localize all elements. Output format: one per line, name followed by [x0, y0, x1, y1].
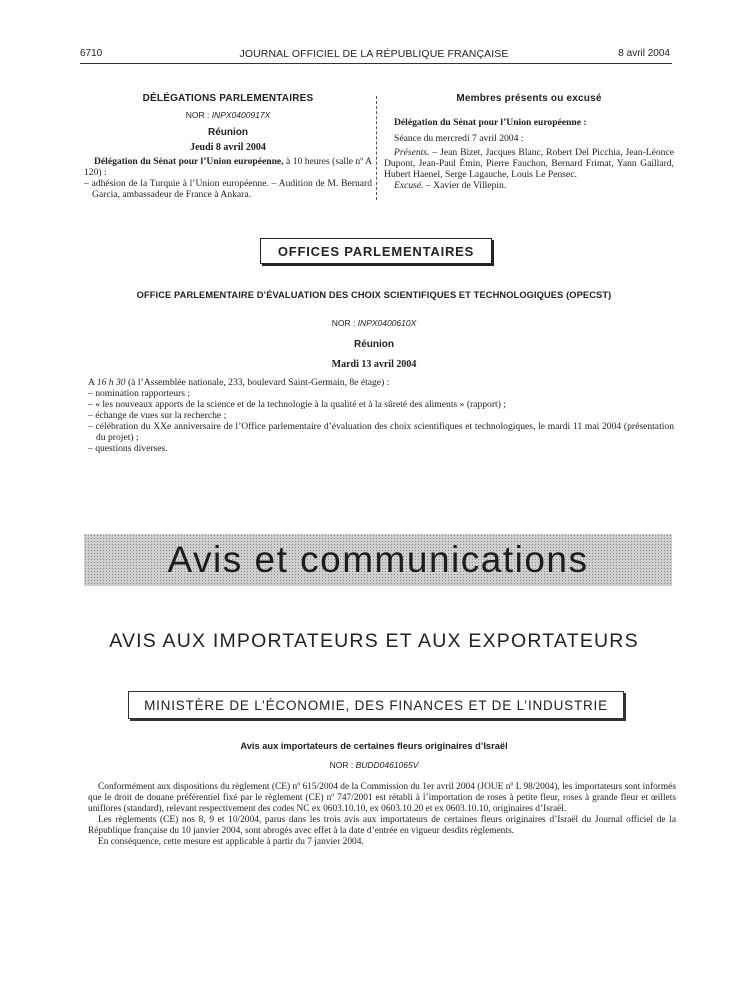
excuse-list: – Xavier de Villepin. — [423, 180, 507, 191]
issue-date: 8 avril 2004 — [618, 48, 670, 59]
nor-code: BUDD0461065V — [355, 760, 419, 770]
delegations-intro — [84, 156, 372, 178]
membres-delegation: Délégation du Sénat pour l’Union européenne : — [394, 117, 587, 128]
avis-paragraph: En conséquence, cette mesure est applicable à partir du 7 janvier 2004. — [98, 837, 364, 847]
membres-section — [384, 93, 674, 191]
agenda-item: – « les nouveaux apports de la science et de la technologie à la qualité et à la sûreté des aliments » (rapport) ; — [88, 399, 506, 410]
delegations-intro-bold: Délégation du Sénat pour l’Union européenne, — [94, 156, 284, 167]
opecst-title: OFFICE PARLEMENTAIRE D’ÉVALUATION DES CHOIX SCIENTIFIQUES ET TECHNOLOGIQUES (OPECST) — [136, 290, 612, 300]
avis-body — [88, 782, 676, 848]
ministry-name: MINISTÈRE DE L’ÉCONOMIE, DES FINANCES ET DE L’INDUSTRIE — [144, 697, 608, 713]
opecst-date: Mardi 13 avril 2004 — [331, 359, 417, 370]
opecst-time: 16 h 30 — [96, 377, 126, 388]
agenda-item: – nomination rapporteurs ; — [88, 388, 191, 399]
header-rule — [80, 63, 672, 64]
nor-prefix: NOR : — [331, 318, 358, 328]
membres-presents — [384, 147, 674, 180]
offices-heading: OFFICES PARLEMENTAIRES — [277, 243, 475, 259]
avis-banner-title: Avis et communications — [167, 539, 589, 580]
avis-subtitle: Avis aux importateurs de certaines fleurs originaires d’Israël — [240, 741, 508, 751]
ministry-box — [128, 691, 624, 719]
opecst-nor — [0, 318, 748, 328]
delegations-reunion: Réunion — [208, 127, 248, 138]
page-number: 6710 — [80, 48, 103, 59]
delegations-intro-rest: à 10 heures (salle nº A 120) : — [84, 156, 372, 178]
nor-code: INPX0400917X — [211, 110, 271, 120]
importateurs-title: AVIS AUX IMPORTATEURS ET AUX EXPORTATEURS — [109, 630, 639, 652]
offices-heading-box — [260, 238, 492, 264]
nor-code: INPX0400610X — [357, 318, 417, 328]
excuse-label: Excusé. — [394, 180, 424, 191]
agenda-item: – questions diverses. — [88, 443, 168, 454]
avis-paragraph: Conformément aux dispositions du règlement (CE) nº 615/2004 de la Commission du 1er avril 2004 (JOUE nº L 98/2004), les importateurs sont informés que le droit de douane préférentiel fixé par le règlement (CE) nº 747/2001 est rétabli à l’importation de roses à petite fleur, roses à grande fleur et œillets uniflores (standard), relevant respectivement des codes NC ex 0603.10.10, ex 0603.10.20 et ex 0603.10.10, originaires d’Israël. — [88, 782, 676, 814]
delegations-section — [84, 93, 372, 200]
agenda-item: – célébration du XXe anniversaire de l’Office parlementaire d’évaluation des choix scientifiques et technologiques, le mardi 11 mai 2004 (présentation du projet) ; — [88, 421, 674, 443]
agenda-item: – échange de vues sur la recherche ; — [88, 410, 227, 421]
delegations-date: Jeudi 8 avril 2004 — [190, 142, 266, 153]
presents-list: – Jean Bizet, Jacques Blanc, Robert Del Picchia, Jean-Léonce Dupont, Jean-Paul Émin, Pierre Fauchon, Bernard Frimat, Yann Gaillard, Hubert Haenel, Serge Lagauche, Louis Le Pensec. — [384, 147, 674, 180]
presents-label: Présents. — [394, 147, 430, 158]
membres-heading: Membres présents ou excusé — [456, 93, 602, 104]
delegations-nor — [84, 110, 372, 121]
nor-prefix: NOR : — [329, 760, 356, 770]
membres-seance: Séance du mercredi 7 avril 2004 : — [394, 133, 524, 144]
delegations-heading: DÉLÉGATIONS PARLEMENTAIRES — [142, 93, 314, 104]
opecst-intro: A 16 h 30 (à l’Assemblée nationale, 233, boulevard Saint-Germain, 8e étage) : — [88, 377, 390, 388]
journal-title: JOURNAL OFFICIEL DE LA RÉPUBLIQUE FRANÇAISE — [239, 48, 509, 60]
column-divider — [376, 96, 377, 200]
avis-paragraph: Les règlements (CE) nos 8, 9 et 10/2004, parus dans les trois avis aux importateurs de certaines fleurs originaires d’Israël du Journal officiel de la République française du 10 janvier 2004, sont abrogés avec effet à la date d’entrée en vigueur desdits règlements. — [88, 815, 676, 836]
avis-nor — [0, 760, 748, 770]
avis-banner — [84, 534, 672, 586]
nor-prefix: NOR : — [185, 110, 212, 120]
membres-excuse — [384, 180, 674, 191]
opecst-agenda — [88, 377, 674, 454]
delegations-item: – adhésion de la Turquie à l’Union européenne. – Audition de M. Bernard Garcia, ambassadeur de France à Ankara. — [84, 178, 372, 200]
opecst-location: (à l’Assemblée nationale, 233, boulevard Saint-Germain, 8e étage) : — [125, 377, 390, 388]
opecst-reunion: Réunion — [354, 339, 394, 350]
